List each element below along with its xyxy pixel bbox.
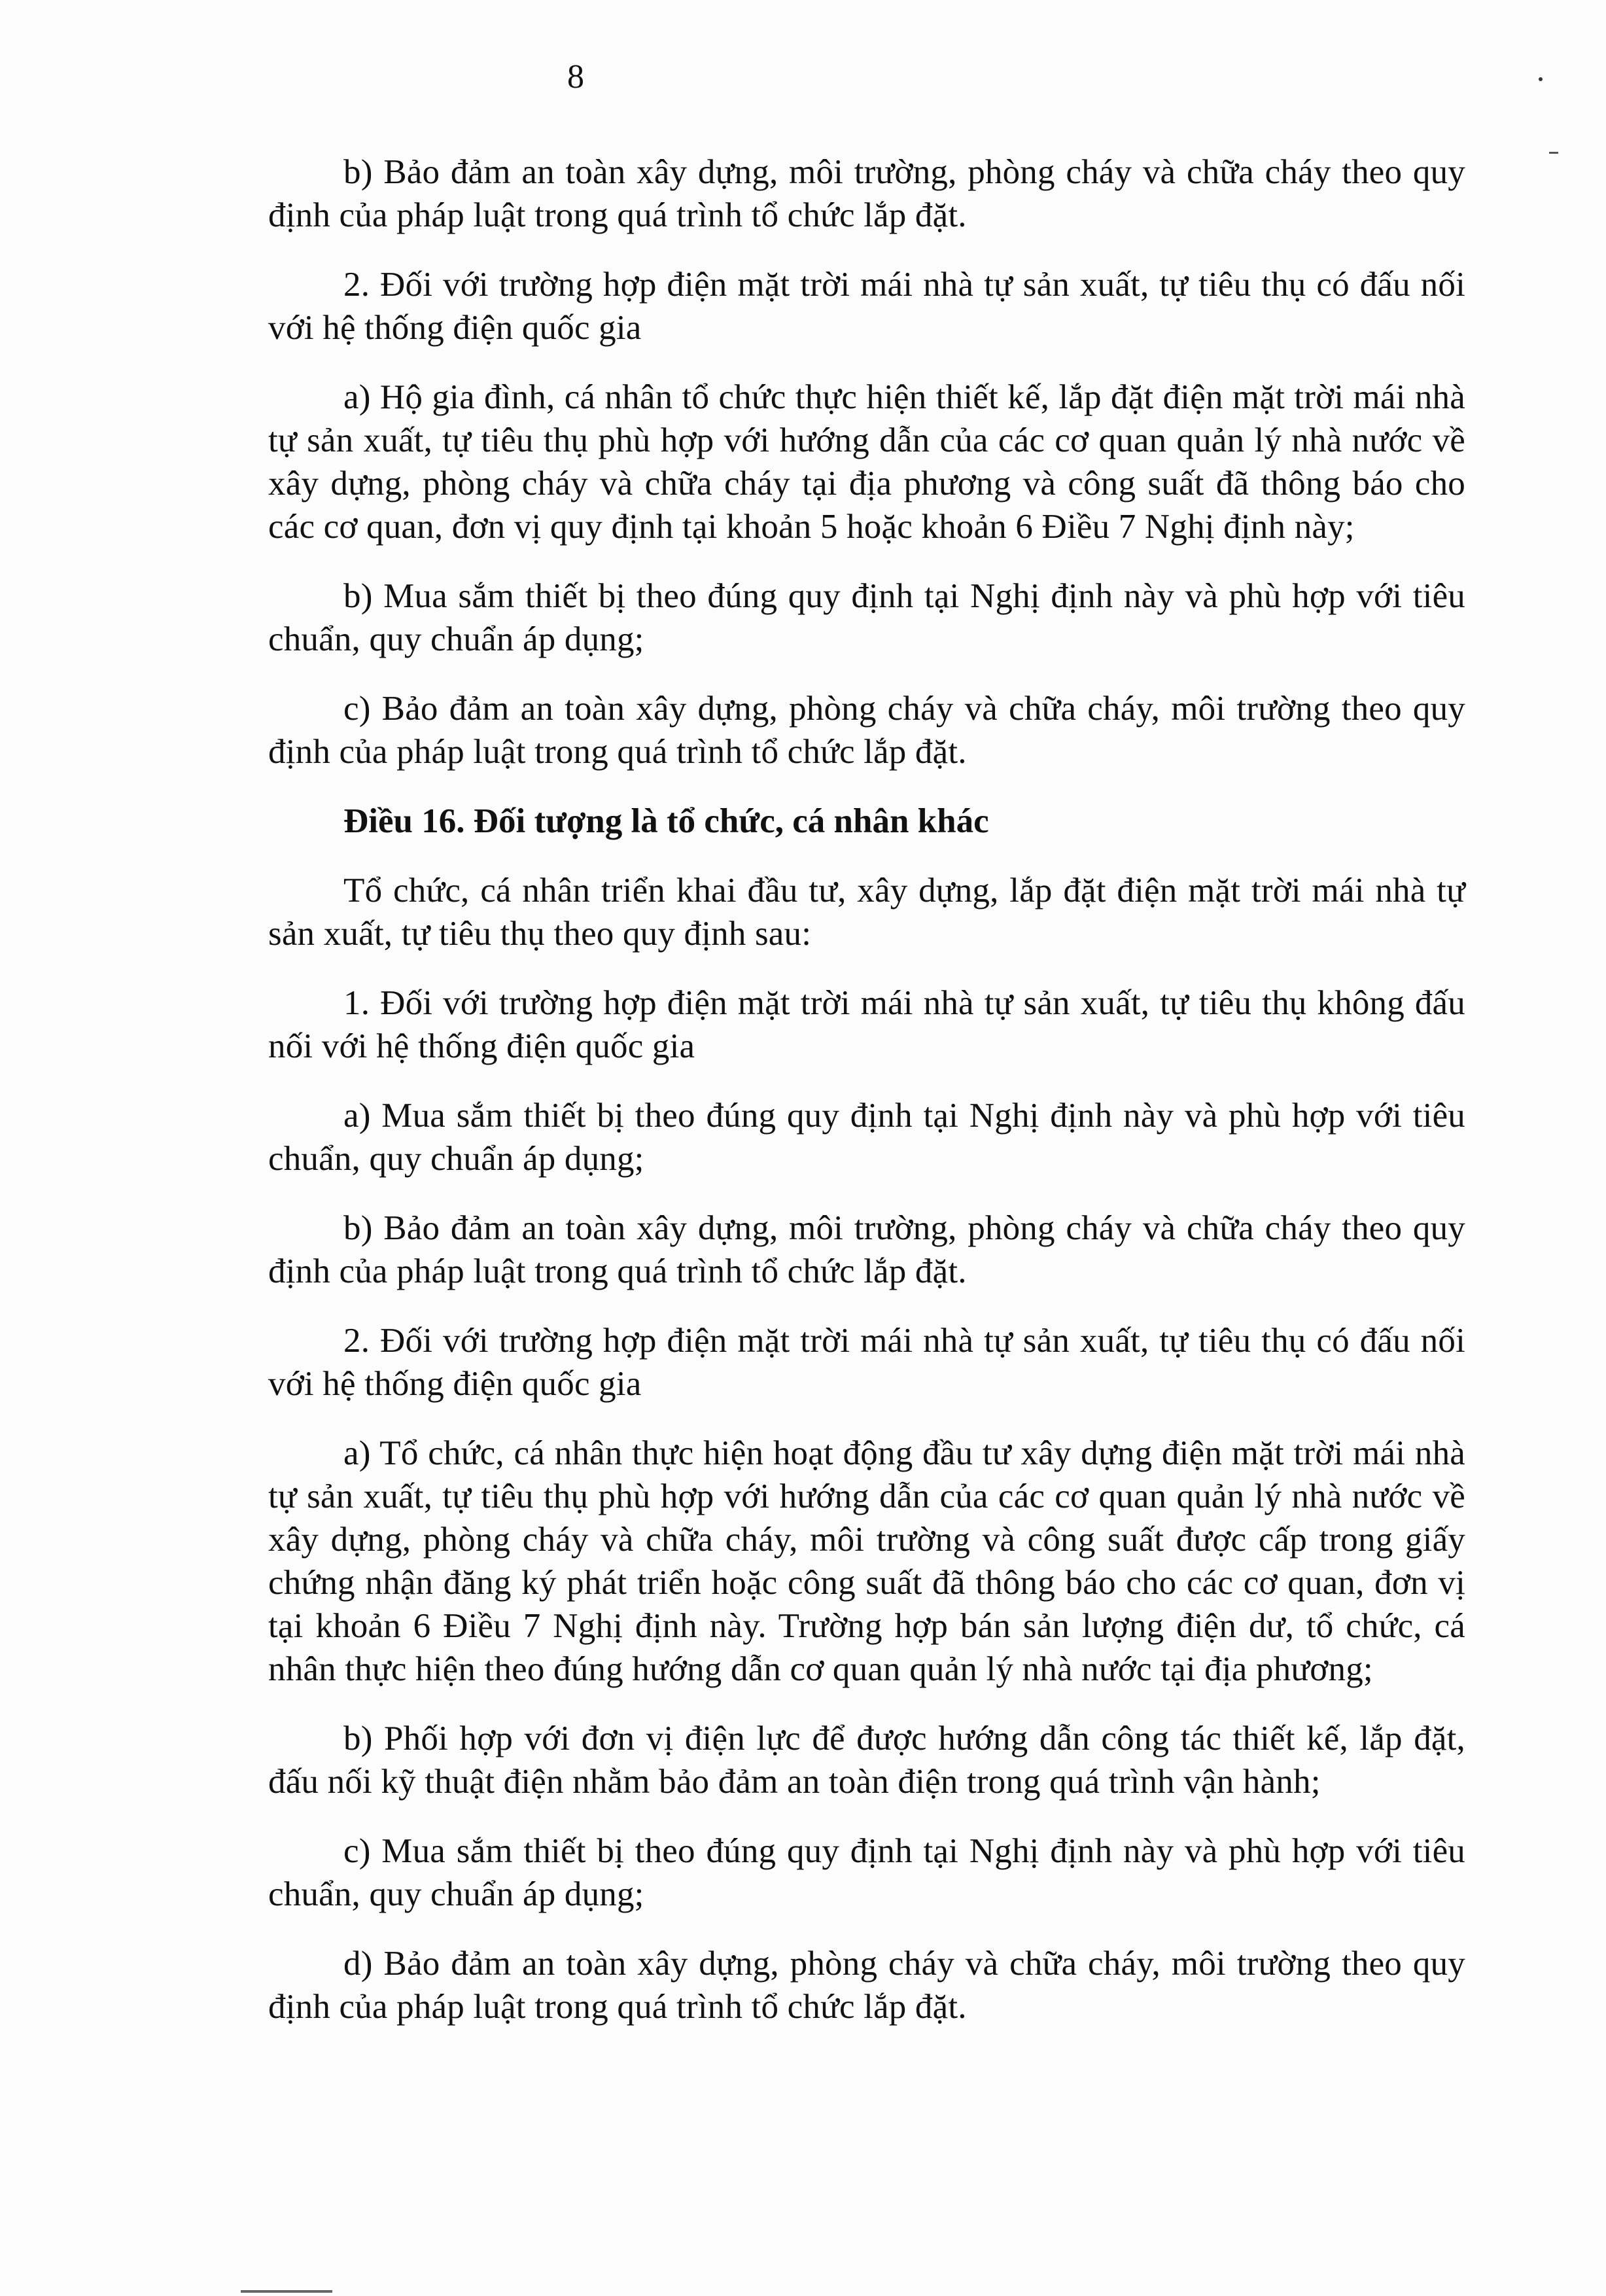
article-16-item-2b: b) Phối hợp với đơn vị điện lực để được hướng dẫn công tác thiết kế, lắp đặt, đấu nối kỹ thuật điện nhằm bảo đảm an toàn điện trong quá trình vận hành; <box>268 1720 1465 1801</box>
paragraph-2c-safety: c) Bảo đảm an toàn xây dựng, phòng cháy và chữa cháy, môi trường theo quy định của pháp luật trong quá trình tổ chức lắp đặt. <box>268 690 1465 771</box>
article-16-item-1a: a) Mua sắm thiết bị theo đúng quy định tại Nghị định này và phù hợp với tiêu chuẩn, quy chuẩn áp dụng; <box>268 1097 1465 1178</box>
scan-mark <box>1549 152 1558 154</box>
article-16-item-2a: a) Tổ chức, cá nhân thực hiện hoạt động đầu tư xây dựng điện mặt trời mái nhà tự sản xuất, tự tiêu thụ phù hợp với hướng dẫn của các cơ quan quản lý nhà nước về xây dựng, phòng cháy và chữa cháy, môi trường và công suất được cấp trong giấy chứng nhận đăng ký phát triển hoặc công suất đã thông báo cho các cơ quan, đơn vị tại khoản 6 Điều 7 Nghị định này. Trường hợp bán sản lượng điện dư, tổ chức, cá nhân thực hiện theo đúng hướng dẫn cơ quan quản lý nhà nước tại địa phương; <box>268 1434 1465 1688</box>
document-body <box>268 150 1465 2055</box>
paragraph-1b-safety: b) Bảo đảm an toàn xây dựng, môi trường, phòng cháy và chữa cháy theo quy định của pháp luật trong quá trình tổ chức lắp đặt. <box>268 153 1465 234</box>
article-16-item-2d: d) Bảo đảm an toàn xây dựng, phòng cháy và chữa cháy, môi trường theo quy định của pháp luật trong quá trình tổ chức lắp đặt. <box>268 1945 1465 2026</box>
article-16-intro: Tổ chức, cá nhân triển khai đầu tư, xây dựng, lắp đặt điện mặt trời mái nhà tự sản xuất, tự tiêu thụ theo quy định sau: <box>268 872 1465 953</box>
article-16-item-2c: c) Mua sắm thiết bị theo đúng quy định tại Nghị định này và phù hợp với tiêu chuẩn, quy chuẩn áp dụng; <box>268 1832 1465 1913</box>
scan-speck <box>1539 77 1543 81</box>
scan-edge-mark <box>241 2290 332 2293</box>
paragraph-2b-equipment: b) Mua sắm thiết bị theo đúng quy định tại Nghị định này và phù hợp với tiêu chuẩn, quy chuẩn áp dụng; <box>268 577 1465 658</box>
paragraph-2-grid-connected: 2. Đối với trường hợp điện mặt trời mái nhà tự sản xuất, tự tiêu thụ có đấu nối với hệ thống điện quốc gia <box>268 266 1465 347</box>
article-16-item-1: 1. Đối với trường hợp điện mặt trời mái nhà tự sản xuất, tự tiêu thụ không đấu nối với hệ thống điện quốc gia <box>268 984 1465 1065</box>
paragraph-2a-household: a) Hộ gia đình, cá nhân tổ chức thực hiện thiết kế, lắp đặt điện mặt trời mái nhà tự sản xuất, tự tiêu thụ phù hợp với hướng dẫn của các cơ quan quản lý nhà nước về xây dựng, phòng cháy và chữa cháy tại địa phương và công suất đã thông báo cho các cơ quan, đơn vị quy định tại khoản 5 hoặc khoản 6 Điều 7 Nghị định này; <box>268 378 1465 546</box>
article-16-item-2: 2. Đối với trường hợp điện mặt trời mái nhà tự sản xuất, tự tiêu thụ có đấu nối với hệ thống điện quốc gia <box>268 1322 1465 1403</box>
article-16-heading: Điều 16. Đối tượng là tổ chức, cá nhân khác <box>343 802 989 840</box>
article-16-item-1b: b) Bảo đảm an toàn xây dựng, môi trường, phòng cháy và chữa cháy theo quy định của pháp luật trong quá trình tổ chức lắp đặt. <box>268 1209 1465 1290</box>
page-number: 8 <box>567 58 584 96</box>
